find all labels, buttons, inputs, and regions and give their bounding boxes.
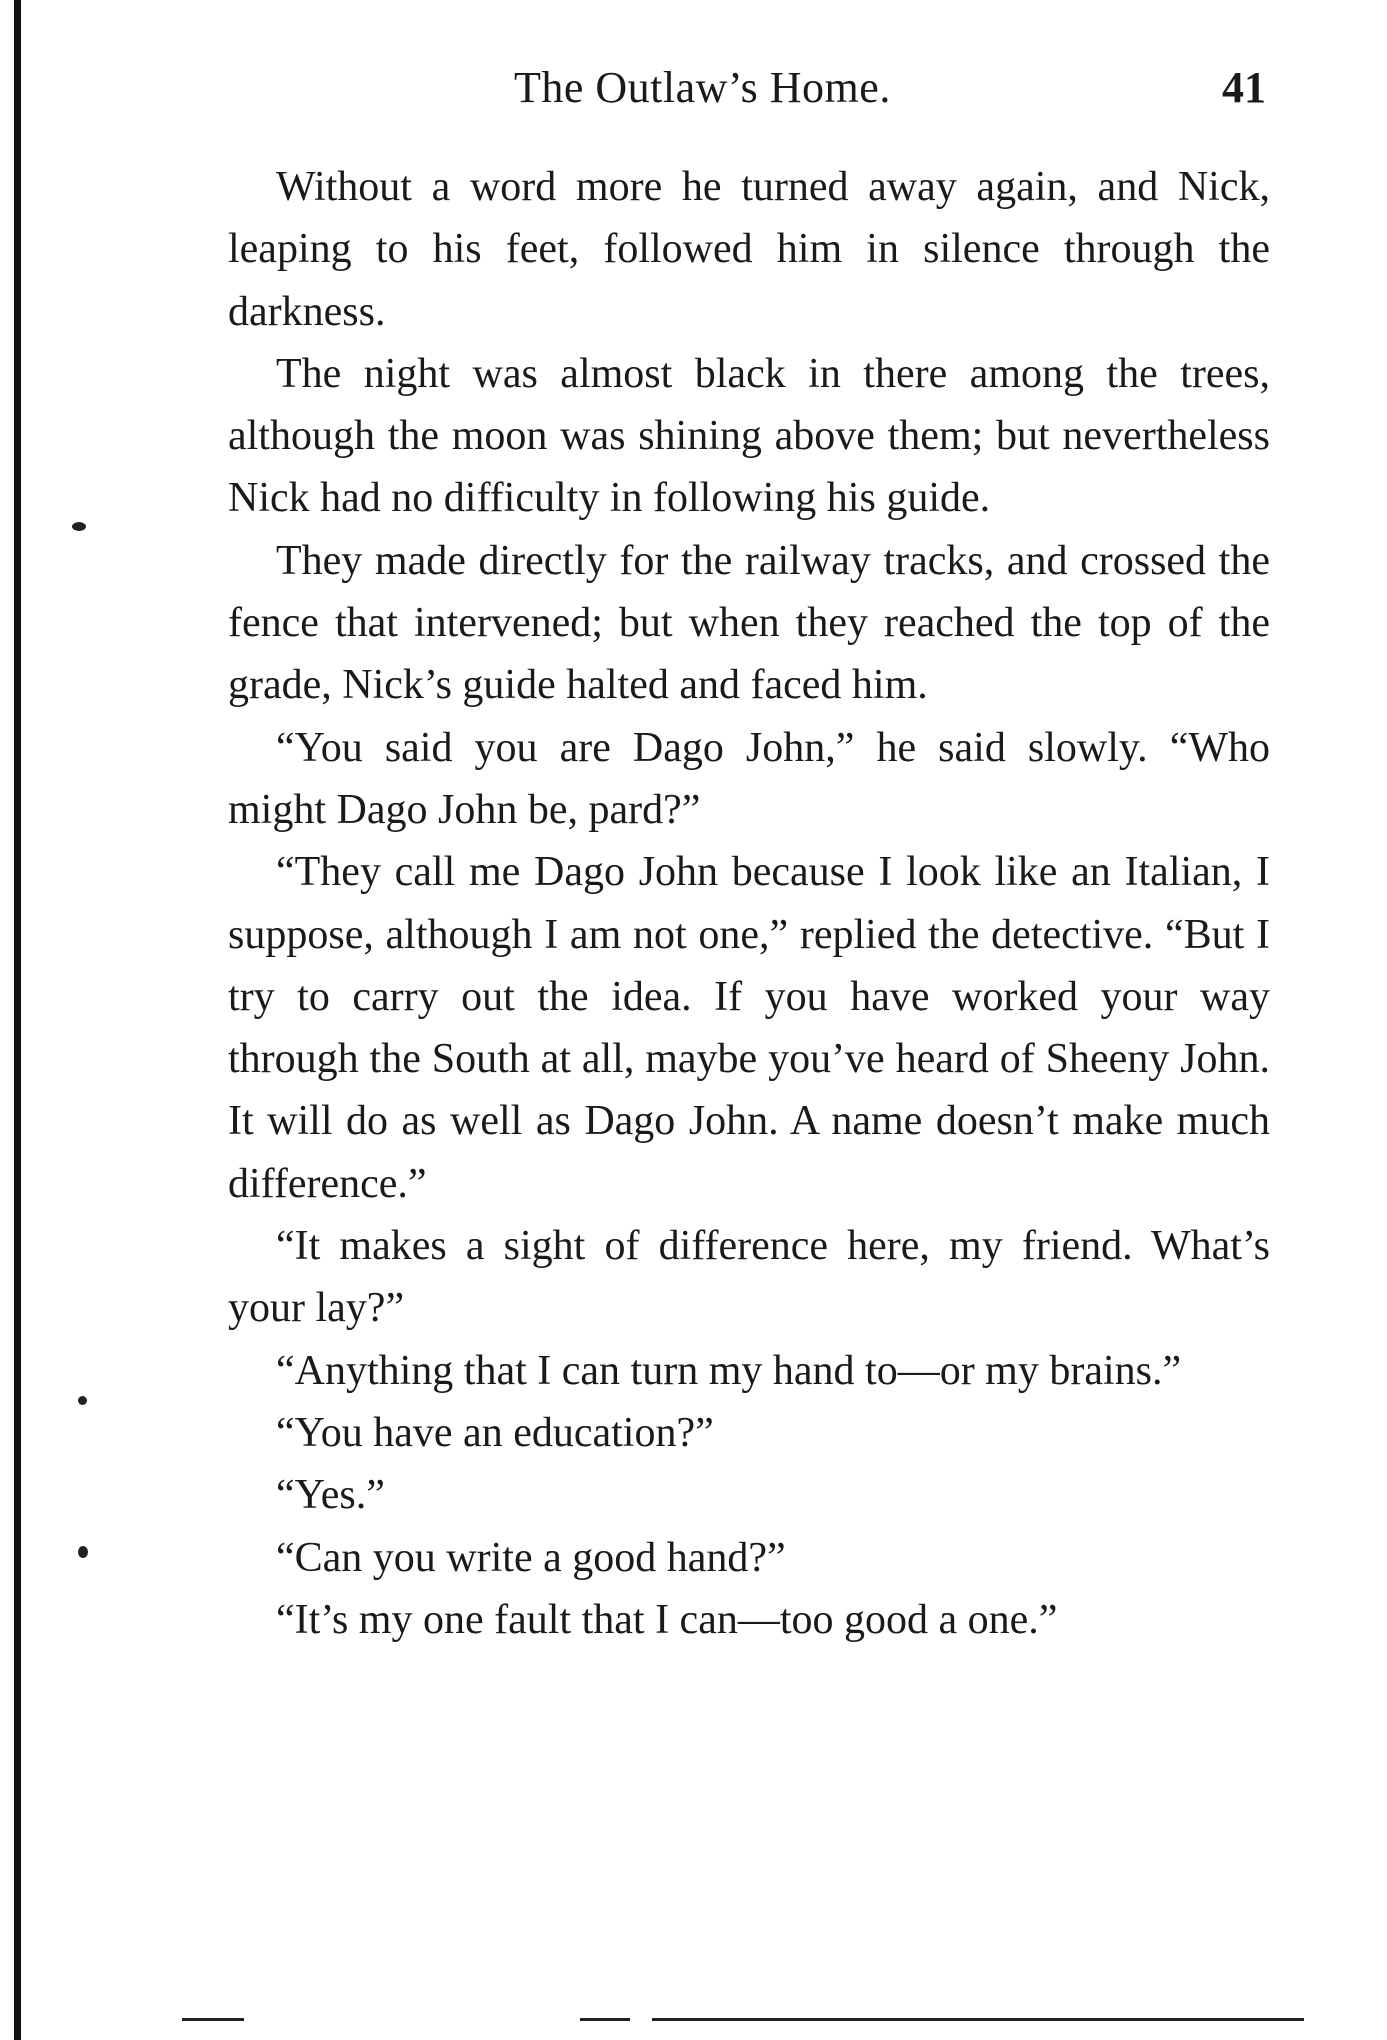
scan-speck (72, 522, 86, 531)
scan-speck (78, 1546, 88, 1558)
paragraph: “Can you write a good hand?” (276, 1534, 786, 1581)
page-header (228, 62, 1270, 126)
paragraph: The night was almost black in there among the trees, although the moon was shining above them; but nevertheless Nick had no difficulty in following his guide. (228, 350, 1270, 522)
bottom-rule (580, 2018, 630, 2021)
bottom-rule (652, 2018, 1304, 2021)
paragraph: “They call me Dago John because I look like an Italian, I suppose, although I am not one,” replied the detective. “But I try to carry out the idea. If you have worked your way through the South at all, maybe you’ve heard of Sheeny John. It will do as well as Dago John. A name doesn’t make much difference.” (228, 849, 1270, 1207)
paragraph: They made directly for the railway tracks, and crossed the fence that intervened; but when they reached the top of the grade, Nick’s guide halted and faced him. (228, 537, 1270, 709)
paragraph: “Anything that I can turn my hand to—or my brains.” (276, 1347, 1182, 1394)
paragraph: “It’s my one fault that I can—too good a one.” (276, 1596, 1058, 1643)
paragraph: Without a word more he turned away again, and Nick, leaping to his feet, followed him in silence through the darkness. (228, 164, 1270, 335)
paragraph: “It makes a sight of difference here, my friend. What’s your lay?” (228, 1223, 1270, 1332)
paragraph: “You said you are Dago John,” he said slowly. “Who might Dago John be, pard?” (228, 724, 1270, 833)
running-title: The Outlaw’s Home. (514, 63, 891, 112)
page-binding-edge (14, 0, 21, 2040)
page-number: 41 (1222, 63, 1266, 112)
paragraph: “Yes.” (276, 1472, 385, 1519)
scan-speck (78, 1396, 87, 1405)
body-text (228, 156, 1270, 1651)
paragraph: “You have an education?” (276, 1409, 714, 1456)
bottom-rule (182, 2018, 244, 2021)
